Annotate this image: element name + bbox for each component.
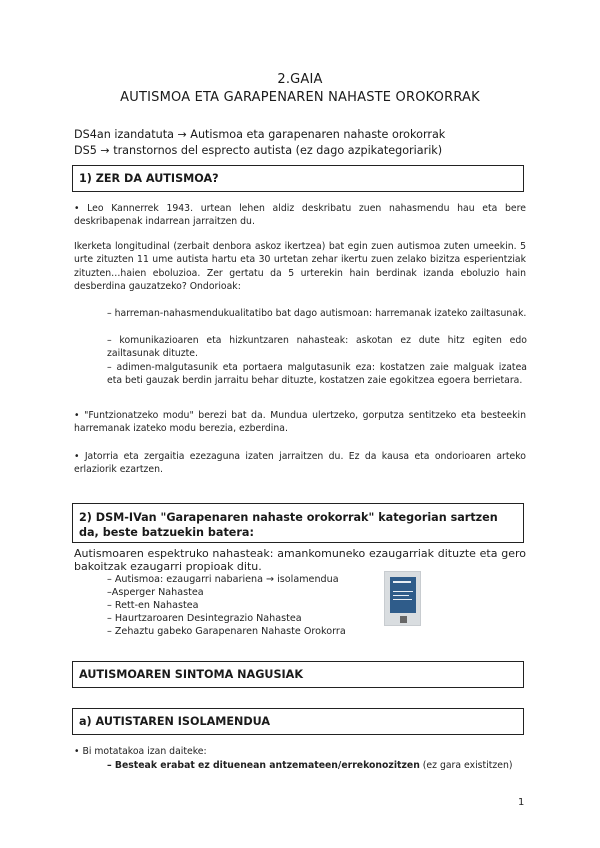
list-item: – Haurtzaroaren Desintegrazio Nahastea bbox=[107, 613, 302, 624]
section-heading-2: 2) DSM-IVan "Garapenaren nahaste orokorrak" kategorian sartzen da, beste batzuekin batera: bbox=[72, 503, 524, 543]
book-logo-icon bbox=[400, 616, 407, 623]
paragraph-longitudinal: Ikerketa longitudinal (zerbait denbora askoz ikertzea) bat egin zuen autismoa zuten umeekin. 5 urte zituzten 11 ume autista hartu eta 30 urtetan zehar ikertu zuen zelako bizitza esperientziak zituzten…haien eboluzioa. Zer gertatu da 5 urterekin hain berdinak izanda eboluzio hain desberdina gauzatzeko? Ondorioak: bbox=[74, 241, 526, 293]
intro-dsm5-text: transtornos del esprecto autista (ez dago azpikategoriarik) bbox=[113, 144, 443, 157]
intro-line-dsm5 bbox=[74, 144, 442, 157]
list-item: – Rett-en Nahastea bbox=[107, 600, 199, 611]
section-heading-1: 1) ZER DA AUTISMOA? bbox=[72, 165, 524, 192]
chapter-title: AUTISMOA ETA GARAPENAREN NAHASTE OROKORRAK bbox=[120, 90, 480, 105]
intro-dsm5-label: DS5 bbox=[74, 144, 97, 157]
chapter-number: 2.GAIA bbox=[277, 72, 323, 87]
section-heading-3: AUTISMOAREN SINTOMA NAGUSIAK bbox=[72, 661, 524, 688]
arrow-right-icon: → bbox=[100, 144, 110, 157]
list-item: – Autismoa: ezaugarri nabariena → isolamendua bbox=[107, 574, 339, 585]
paragraph-kanner: • Leo Kannerrek 1943. urtean lehen aldiz deskribatu zuen nahasmendu hau eta bere deskribapenak indarrean jarraitzen du. bbox=[74, 203, 526, 228]
paragraph-origin: • Jatorria eta zergaitia ezezaguna izaten jarraitzen du. Ez da kausa eta ondorioaren arteko erlaziorik ezartzen. bbox=[74, 451, 526, 476]
list-item: – Zehaztu gabeko Garapenaren Nahaste Orokorra bbox=[107, 626, 346, 637]
section-heading-4: a) AUTISTAREN ISOLAMENDUA bbox=[72, 708, 524, 735]
page-number: 1 bbox=[518, 797, 525, 808]
isolation-type-1-note: (ez gara existitzen) bbox=[419, 760, 513, 771]
conclusion-relations: – harreman-nahasmendukualitatibo bat dago autismoan: harremanak izateko zailtasunak. bbox=[107, 308, 527, 319]
intro-dsm4-label: DS4an izandatuta bbox=[74, 128, 174, 141]
arrow-right-icon: → bbox=[177, 128, 187, 141]
isolation-type-1 bbox=[107, 759, 527, 772]
book-cover bbox=[390, 577, 416, 613]
intro-dsm4-text: Autismoa eta garapenaren nahaste orokorrak bbox=[190, 128, 446, 141]
dsm-book-image bbox=[384, 571, 421, 626]
paragraph-spectrum: Autismoaren espektruko nahasteak: amankomuneko ezaugarriak dituzte eta gero bakoitzak ezaugarri propioak ditu. bbox=[74, 547, 526, 573]
paragraph-functioning: • "Funtzionatzeko modu" berezi bat da. Mundua ulertzeko, gorputza sentitzeko eta besteekin harremanak izateko modu berezia, ezberdina. bbox=[74, 410, 526, 435]
conclusion-communication: – komunikazioaren eta hizkuntzaren nahasteak: askotan ez dute hitz egiten edo zailtasunak dituzte. bbox=[107, 335, 527, 360]
intro-line-dsm4 bbox=[74, 128, 445, 141]
list-item: –Asperger Nahastea bbox=[107, 587, 204, 598]
paragraph-two-types: • Bi motatakoa izan daiteke: bbox=[74, 746, 207, 757]
isolation-type-1-bold: – Besteak erabat ez dituenean antzemateen/errekonozitzen bbox=[107, 760, 420, 771]
conclusion-flexibility: – adimen-malgutasunik eta portaera malgutasunik eza: kostatzen zaie malguak izatea eta beti gauzak berdin jarraitu behar dituzte, kostatzen zaie egokitzea egoera berrietara. bbox=[107, 362, 527, 387]
